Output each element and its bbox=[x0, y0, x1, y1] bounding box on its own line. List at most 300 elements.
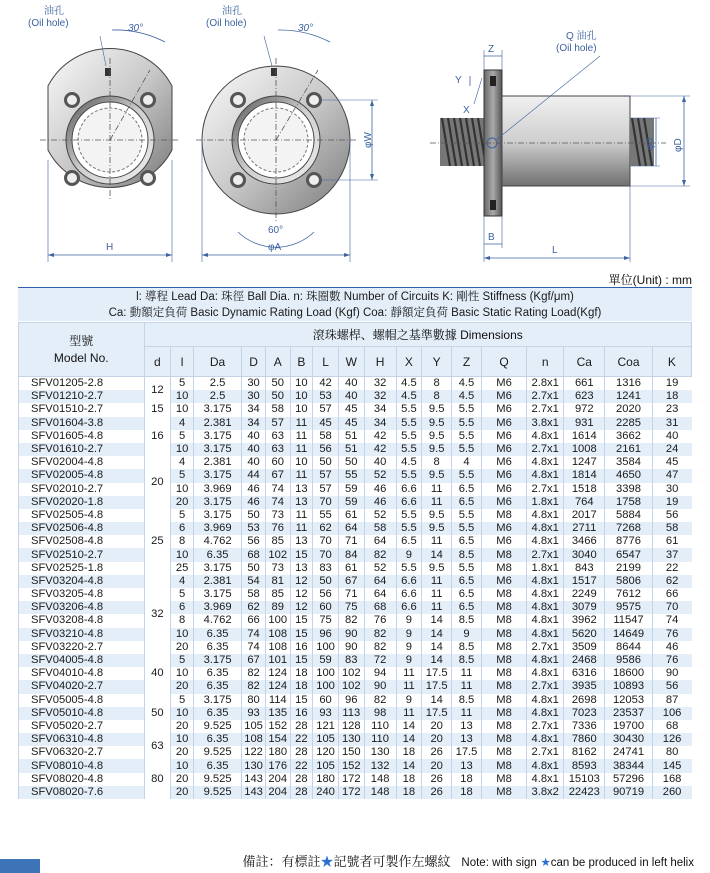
spec-cell: 45 bbox=[313, 417, 339, 430]
spec-cell: 4 bbox=[171, 417, 194, 430]
spec-cell: 124 bbox=[265, 680, 290, 693]
spec-cell: 5.5 bbox=[396, 403, 422, 416]
spec-cell: 2.5 bbox=[193, 377, 241, 391]
spec-cell: 44 bbox=[242, 469, 266, 482]
model-number: SFV02510-2.7 bbox=[19, 548, 145, 561]
spec-cell: 2285 bbox=[605, 417, 652, 430]
spec-cell: M6 bbox=[481, 456, 526, 469]
spec-cell: 2468 bbox=[564, 654, 605, 667]
spec-cell: 82 bbox=[364, 641, 396, 654]
spec-cell: M6 bbox=[481, 403, 526, 416]
spec-cell: 15 bbox=[290, 654, 313, 667]
spec-cell: 13 bbox=[452, 759, 482, 772]
table-row bbox=[19, 390, 692, 403]
spec-cell: 5 bbox=[171, 588, 194, 601]
spec-cell: 90 bbox=[338, 628, 364, 641]
spec-cell: 66 bbox=[242, 614, 266, 627]
spec-cell: 42 bbox=[364, 430, 396, 443]
spec-cell: 20 bbox=[422, 720, 452, 733]
spec-cell: 6 bbox=[171, 601, 194, 614]
spec-cell: 56 bbox=[652, 680, 691, 693]
spec-cell: 25 bbox=[171, 562, 194, 575]
spec-cell: 114 bbox=[265, 694, 290, 707]
spec-cell: 5 bbox=[171, 509, 194, 522]
spec-cell: 11547 bbox=[605, 614, 652, 627]
nominal-diameter: 15 bbox=[144, 403, 171, 416]
nominal-diameter: 63 bbox=[144, 733, 171, 759]
spec-cell: 34 bbox=[242, 403, 266, 416]
model-number: SFV03220-2.7 bbox=[19, 641, 145, 654]
spec-cell: 176 bbox=[265, 759, 290, 772]
spec-cell: M8 bbox=[481, 707, 526, 720]
spec-cell: 30 bbox=[652, 483, 691, 496]
spec-cell: 5620 bbox=[564, 628, 605, 641]
spec-cell: 152 bbox=[265, 720, 290, 733]
spec-cell: 58 bbox=[652, 522, 691, 535]
spec-cell: 8 bbox=[171, 614, 194, 627]
spec-cell: 64 bbox=[338, 522, 364, 535]
spec-cell: 60 bbox=[265, 456, 290, 469]
spec-cell: 10 bbox=[290, 390, 313, 403]
column-header: H bbox=[364, 347, 396, 377]
column-header: Q bbox=[481, 347, 526, 377]
spec-cell: 64 bbox=[364, 535, 396, 548]
star-icon: ★ bbox=[320, 854, 334, 869]
table-row bbox=[19, 417, 692, 430]
spec-cell: 623 bbox=[564, 390, 605, 403]
spec-cell: 30 bbox=[242, 377, 266, 391]
spec-cell: 63 bbox=[265, 430, 290, 443]
spec-cell: 4.8x1 bbox=[527, 707, 564, 720]
spec-cell: 15 bbox=[290, 548, 313, 561]
spec-cell: 30 bbox=[242, 390, 266, 403]
spec-cell: 5 bbox=[171, 377, 194, 391]
spec-cell: 5.5 bbox=[452, 403, 482, 416]
spec-cell: 5 bbox=[171, 469, 194, 482]
spec-cell: 2017 bbox=[564, 509, 605, 522]
spec-cell: 172 bbox=[338, 773, 364, 786]
spec-cell: 8162 bbox=[564, 746, 605, 759]
spec-cell: 4.8x1 bbox=[527, 601, 564, 614]
spec-cell: 14649 bbox=[605, 628, 652, 641]
spec-cell: 50 bbox=[265, 377, 290, 391]
spec-cell: 22423 bbox=[564, 786, 605, 799]
spec-cell: 10 bbox=[171, 390, 194, 403]
spec-cell: 18 bbox=[396, 746, 422, 759]
spec-cell: 24 bbox=[652, 443, 691, 456]
column-header: L bbox=[313, 347, 339, 377]
spec-cell: 37 bbox=[652, 548, 691, 561]
spec-cell: 81 bbox=[265, 575, 290, 588]
table-row bbox=[19, 601, 692, 614]
spec-cell: 10 bbox=[290, 456, 313, 469]
spec-cell: 26 bbox=[422, 786, 452, 799]
spec-cell: 6.35 bbox=[193, 667, 241, 680]
spec-cell: 11 bbox=[422, 483, 452, 496]
spec-cell: 26 bbox=[422, 773, 452, 786]
spec-cell: 2698 bbox=[564, 694, 605, 707]
spec-cell: 7860 bbox=[564, 733, 605, 746]
spec-cell: 5806 bbox=[605, 575, 652, 588]
spec-cell: 3.175 bbox=[193, 588, 241, 601]
model-number: SFV02005-4.8 bbox=[19, 469, 145, 482]
spec-cell: 6.5 bbox=[452, 496, 482, 509]
spec-cell: 16 bbox=[290, 707, 313, 720]
column-header: Y bbox=[422, 347, 452, 377]
spec-cell: 1316 bbox=[605, 377, 652, 391]
spec-cell: 105 bbox=[313, 759, 339, 772]
spec-cell: 6.5 bbox=[452, 575, 482, 588]
table-row bbox=[19, 667, 692, 680]
nominal-diameter: 20 bbox=[144, 456, 171, 509]
spec-cell: 13 bbox=[290, 483, 313, 496]
spec-cell: 168 bbox=[652, 773, 691, 786]
spec-cell: 28 bbox=[290, 786, 313, 799]
column-header: X bbox=[396, 347, 422, 377]
page-tab bbox=[0, 859, 40, 873]
spec-cell: 83 bbox=[313, 562, 339, 575]
spec-cell: 12 bbox=[290, 588, 313, 601]
spec-cell: 45 bbox=[338, 403, 364, 416]
spec-cell: 10 bbox=[290, 403, 313, 416]
spec-cell: 96 bbox=[313, 628, 339, 641]
spec-cell: 17.5 bbox=[422, 667, 452, 680]
spec-cell: 113 bbox=[338, 707, 364, 720]
spec-cell: 61 bbox=[338, 562, 364, 575]
spec-cell: 5.5 bbox=[396, 562, 422, 575]
spec-cell: 180 bbox=[313, 773, 339, 786]
spec-cell: 9.5 bbox=[422, 443, 452, 456]
spec-cell: 3.8x2 bbox=[527, 786, 564, 799]
spec-cell: 40 bbox=[242, 430, 266, 443]
spec-cell: 145 bbox=[652, 759, 691, 772]
spec-cell: 46 bbox=[364, 496, 396, 509]
spec-cell: 5884 bbox=[605, 509, 652, 522]
spec-cell: 82 bbox=[364, 694, 396, 707]
spec-cell: 4.8x1 bbox=[527, 614, 564, 627]
spec-cell: M8 bbox=[481, 759, 526, 772]
spec-cell: 2.381 bbox=[193, 575, 241, 588]
spec-cell: 52 bbox=[364, 509, 396, 522]
spec-cell: 6.5 bbox=[452, 483, 482, 496]
note-zh-b: 記號者可製作左螺紋 bbox=[333, 854, 451, 869]
spec-cell: 57 bbox=[313, 469, 339, 482]
spec-cell: 40 bbox=[242, 456, 266, 469]
spec-cell: 3466 bbox=[564, 535, 605, 548]
spec-cell: 62 bbox=[652, 575, 691, 588]
spec-cell: 11 bbox=[290, 430, 313, 443]
spec-cell: 20 bbox=[171, 720, 194, 733]
spec-cell: 9.525 bbox=[193, 786, 241, 799]
spec-cell: 3935 bbox=[564, 680, 605, 693]
spec-cell: 5.5 bbox=[452, 522, 482, 535]
spec-cell: 50 bbox=[313, 575, 339, 588]
spec-cell: 18 bbox=[396, 773, 422, 786]
model-number: SFV05010-4.8 bbox=[19, 707, 145, 720]
spec-cell: 11 bbox=[452, 707, 482, 720]
legend bbox=[18, 287, 692, 321]
spec-cell: 124 bbox=[265, 667, 290, 680]
spec-cell: 28 bbox=[290, 746, 313, 759]
model-number: SFV05020-2.7 bbox=[19, 720, 145, 733]
table-row bbox=[19, 786, 692, 799]
spec-cell: 132 bbox=[364, 759, 396, 772]
spec-cell: 135 bbox=[265, 707, 290, 720]
spec-cell: 53 bbox=[242, 522, 266, 535]
table-row bbox=[19, 548, 692, 561]
spec-cell: M8 bbox=[481, 786, 526, 799]
spec-cell: 6 bbox=[171, 522, 194, 535]
spec-cell: 84 bbox=[338, 548, 364, 561]
table-row bbox=[19, 430, 692, 443]
dim-W-label: φW bbox=[363, 132, 374, 148]
spec-cell: 70 bbox=[313, 535, 339, 548]
spec-cell: 82 bbox=[242, 680, 266, 693]
spec-cell: 14 bbox=[396, 759, 422, 772]
spec-cell: 75 bbox=[313, 614, 339, 627]
spec-cell: 59 bbox=[338, 496, 364, 509]
oil-hole-label-zh: 油孔 bbox=[44, 6, 64, 17]
spec-cell: 260 bbox=[652, 786, 691, 799]
spec-cell: 24741 bbox=[605, 746, 652, 759]
spec-cell: 98 bbox=[364, 707, 396, 720]
table-row bbox=[19, 720, 692, 733]
spec-cell: 13 bbox=[290, 562, 313, 575]
spec-cell: 4.5 bbox=[452, 390, 482, 403]
model-number: SFV06310-4.8 bbox=[19, 733, 145, 746]
spec-cell: 59 bbox=[313, 654, 339, 667]
spec-cell: 63 bbox=[265, 443, 290, 456]
spec-cell: M6 bbox=[481, 417, 526, 430]
column-header: Coa bbox=[605, 347, 652, 377]
spec-cell: 85 bbox=[265, 588, 290, 601]
spec-cell: 90719 bbox=[605, 786, 652, 799]
spec-cell: 5 bbox=[171, 654, 194, 667]
spec-cell: 1614 bbox=[564, 430, 605, 443]
spec-cell: 11 bbox=[290, 522, 313, 535]
spec-cell: 20 bbox=[171, 786, 194, 799]
spec-cell: 10 bbox=[171, 707, 194, 720]
spec-cell: 2.7x1 bbox=[527, 403, 564, 416]
spec-cell: 10 bbox=[171, 403, 194, 416]
ball-nut-drawing bbox=[0, 0, 710, 265]
column-header: n bbox=[527, 347, 564, 377]
spec-cell: 143 bbox=[242, 786, 266, 799]
spec-cell: 50 bbox=[242, 562, 266, 575]
star-icon: ★ bbox=[540, 857, 551, 869]
left-helix-note bbox=[243, 851, 694, 870]
spec-cell: 47 bbox=[652, 469, 691, 482]
spec-cell: 18 bbox=[290, 680, 313, 693]
spec-cell: 22 bbox=[290, 759, 313, 772]
spec-cell: 8 bbox=[171, 535, 194, 548]
spec-cell: M6 bbox=[481, 522, 526, 535]
spec-cell: 4.8x1 bbox=[527, 694, 564, 707]
spec-cell: 11 bbox=[422, 588, 452, 601]
spec-cell: 1518 bbox=[564, 483, 605, 496]
spec-cell: 10 bbox=[171, 548, 194, 561]
spec-cell: 70 bbox=[313, 548, 339, 561]
spec-cell: 931 bbox=[564, 417, 605, 430]
model-header bbox=[19, 323, 145, 377]
dim-Y-label: Y bbox=[455, 75, 462, 86]
spec-cell: 9.5 bbox=[422, 403, 452, 416]
spec-cell: 9 bbox=[396, 694, 422, 707]
spec-cell: 71 bbox=[338, 588, 364, 601]
spec-cell: 18 bbox=[652, 390, 691, 403]
spec-cell: 82 bbox=[338, 614, 364, 627]
model-number: SFV03204-4.8 bbox=[19, 575, 145, 588]
spec-cell: 38344 bbox=[605, 759, 652, 772]
spec-cell: 4.762 bbox=[193, 535, 241, 548]
spec-cell: 67 bbox=[265, 469, 290, 482]
model-number: SFV02525-1.8 bbox=[19, 562, 145, 575]
spec-cell: 20 bbox=[171, 641, 194, 654]
spec-cell: 4.8x1 bbox=[527, 456, 564, 469]
table-row bbox=[19, 443, 692, 456]
spec-cell: 10 bbox=[171, 733, 194, 746]
spec-cell: 11 bbox=[290, 417, 313, 430]
spec-cell: 9.5 bbox=[422, 417, 452, 430]
model-number: SFV04010-4.8 bbox=[19, 667, 145, 680]
spec-cell: 52 bbox=[364, 562, 396, 575]
spec-cell: 2.7x1 bbox=[527, 680, 564, 693]
spec-cell: 28 bbox=[290, 773, 313, 786]
dim-D-label: φD bbox=[673, 138, 684, 152]
spec-cell: 9.5 bbox=[422, 522, 452, 535]
spec-cell: 3.969 bbox=[193, 601, 241, 614]
spec-cell: 2.381 bbox=[193, 456, 241, 469]
spec-cell: 68 bbox=[652, 720, 691, 733]
spec-cell: 57 bbox=[265, 417, 290, 430]
spec-cell: 94 bbox=[364, 667, 396, 680]
table-row bbox=[19, 654, 692, 667]
spec-cell: 9.5 bbox=[422, 469, 452, 482]
spec-cell: M6 bbox=[481, 430, 526, 443]
spec-cell: 11 bbox=[290, 509, 313, 522]
model-number: SFV05005-4.8 bbox=[19, 694, 145, 707]
dim-Z-label: Z bbox=[488, 44, 495, 55]
spec-cell: 13 bbox=[290, 535, 313, 548]
dim-L-label: L bbox=[552, 245, 558, 256]
spec-cell: 9586 bbox=[605, 654, 652, 667]
spec-cell: 17.5 bbox=[422, 680, 452, 693]
spec-cell: 90 bbox=[364, 680, 396, 693]
spec-cell: 11 bbox=[452, 680, 482, 693]
spec-cell: 9.5 bbox=[422, 562, 452, 575]
spec-cell: 89 bbox=[265, 601, 290, 614]
column-header: Da bbox=[193, 347, 241, 377]
spec-cell: 3.175 bbox=[193, 694, 241, 707]
spec-cell: 3.175 bbox=[193, 443, 241, 456]
column-header: D bbox=[242, 347, 266, 377]
middle-view bbox=[196, 30, 378, 262]
spec-cell: M8 bbox=[481, 548, 526, 561]
spec-cell: 67 bbox=[242, 654, 266, 667]
spec-cell: 14 bbox=[422, 641, 452, 654]
spec-cell: 8.5 bbox=[452, 548, 482, 561]
spec-cell: 9.525 bbox=[193, 773, 241, 786]
model-number: SFV02020-1.8 bbox=[19, 496, 145, 509]
spec-cell: 122 bbox=[242, 746, 266, 759]
model-header-en: Model No. bbox=[53, 350, 109, 365]
spec-cell: 50 bbox=[313, 456, 339, 469]
table-row bbox=[19, 562, 692, 575]
spec-cell: 62 bbox=[242, 601, 266, 614]
spec-cell: 32 bbox=[364, 377, 396, 391]
spec-cell: 240 bbox=[313, 786, 339, 799]
spec-cell: 76 bbox=[265, 522, 290, 535]
model-number: SFV01605-4.8 bbox=[19, 430, 145, 443]
legend-line-2: Ca: 動額定負荷 Basic Dynamic Rating Load (Kgf) Coa: 靜額定負荷 Basic Static Rating Load(Kgf) bbox=[108, 307, 602, 319]
unit-label: 單位(Unit) : mm bbox=[608, 273, 692, 287]
spec-cell: 83 bbox=[338, 654, 364, 667]
spec-cell: 5.5 bbox=[452, 469, 482, 482]
spec-cell: 12 bbox=[290, 601, 313, 614]
spec-cell: 9 bbox=[396, 641, 422, 654]
spec-cell: 46 bbox=[364, 483, 396, 496]
spec-cell: 764 bbox=[564, 496, 605, 509]
spec-cell: 6.6 bbox=[396, 588, 422, 601]
spec-cell: M6 bbox=[481, 535, 526, 548]
angle-label: 30° bbox=[128, 23, 144, 34]
spec-cell: 108 bbox=[242, 733, 266, 746]
spec-cell: 75 bbox=[338, 601, 364, 614]
spec-cell: 5.5 bbox=[396, 522, 422, 535]
spec-cell: 58 bbox=[265, 403, 290, 416]
spec-cell: 101 bbox=[265, 654, 290, 667]
spec-cell: 9 bbox=[452, 628, 482, 641]
spec-cell: 2.7x1 bbox=[527, 746, 564, 759]
spec-cell: 4.5 bbox=[452, 377, 482, 391]
spec-cell: 22 bbox=[652, 562, 691, 575]
spec-cell: 13 bbox=[290, 496, 313, 509]
spec-cell: 5 bbox=[171, 430, 194, 443]
spec-cell: 40 bbox=[364, 456, 396, 469]
spec-cell: 20 bbox=[171, 496, 194, 509]
model-number: SFV02506-4.8 bbox=[19, 522, 145, 535]
spec-cell: 3.175 bbox=[193, 430, 241, 443]
spec-cell: 54 bbox=[242, 575, 266, 588]
spec-cell: 4.5 bbox=[396, 456, 422, 469]
spec-cell: 6.5 bbox=[452, 588, 482, 601]
spec-cell: 23 bbox=[652, 403, 691, 416]
spec-cell: 15103 bbox=[564, 773, 605, 786]
table-row bbox=[19, 403, 692, 416]
technical-drawings bbox=[0, 0, 710, 265]
spec-cell: 2.7x1 bbox=[527, 483, 564, 496]
nominal-diameter: 25 bbox=[144, 509, 171, 575]
spec-cell: 11 bbox=[452, 667, 482, 680]
spec-cell: M8 bbox=[481, 588, 526, 601]
table-row bbox=[19, 483, 692, 496]
spec-cell: 3962 bbox=[564, 614, 605, 627]
spec-cell: 3079 bbox=[564, 601, 605, 614]
spec-cell: 5.5 bbox=[452, 443, 482, 456]
spec-cell: 2249 bbox=[564, 588, 605, 601]
legend-line-1: l: 導程 Lead Da: 珠徑 Ball Dia. n: 珠圈數 Number of Circuits K: 剛性 Stiffness (Kgf/μm) bbox=[136, 291, 574, 303]
spec-cell: 56 bbox=[242, 535, 266, 548]
spec-cell: 1758 bbox=[605, 496, 652, 509]
spec-cell: 90 bbox=[652, 667, 691, 680]
spec-cell: 4.762 bbox=[193, 614, 241, 627]
spec-cell: 106 bbox=[652, 707, 691, 720]
spec-cell: 1.8x1 bbox=[527, 562, 564, 575]
spec-cell: 28 bbox=[290, 720, 313, 733]
spec-cell: 82 bbox=[364, 628, 396, 641]
spec-cell: 20 bbox=[422, 733, 452, 746]
spec-cell: 62 bbox=[313, 522, 339, 535]
